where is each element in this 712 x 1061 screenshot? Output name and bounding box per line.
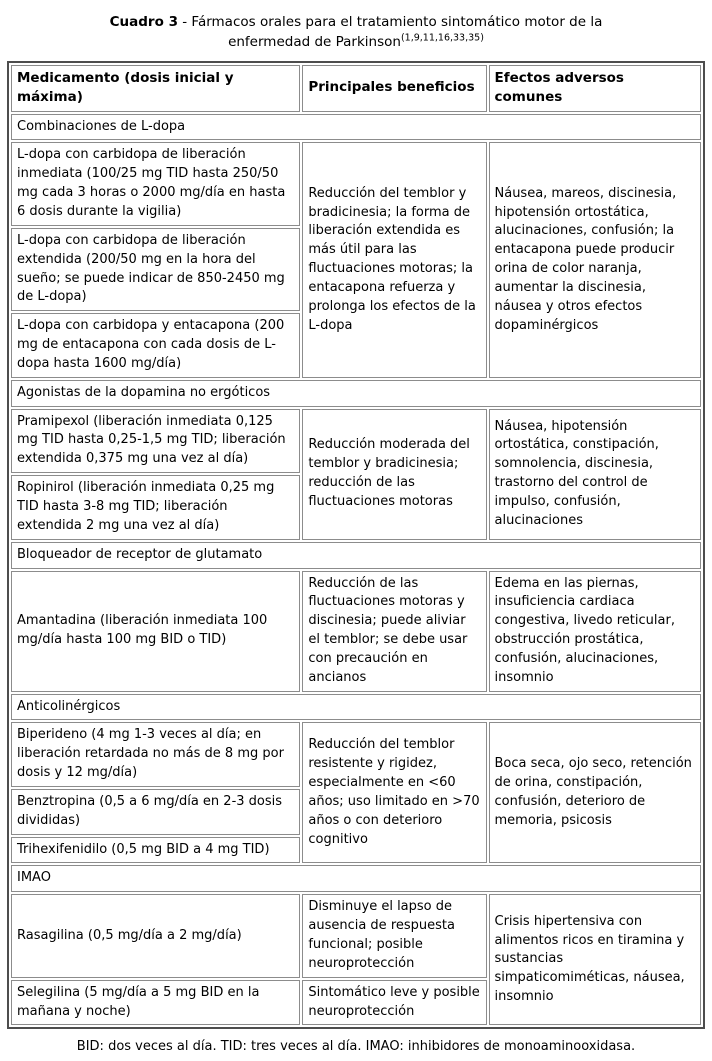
drug-cell: Benztropina (0,5 a 6 mg/día en 2-3 dosis divididas) (11, 789, 300, 835)
section-row (11, 694, 701, 721)
header-row (11, 65, 701, 112)
drug-table (7, 61, 705, 1030)
citation-superscript: (1,9,11,16,33,35) (400, 32, 484, 44)
drug-cell: Biperideno (4 mg 1-3 veces al día; en liberación retardada no más de 8 mg por dosis y 12 mg/día) (11, 722, 300, 787)
table-row (11, 722, 701, 787)
benefits-cell: Reducción del temblor y bradicinesia; la forma de liberación extendida es más útil para las fluctuaciones motoras; la entacapona refuerza y prolonga los efectos de la L-dopa (302, 142, 486, 377)
table-number: Cuadro 3 (109, 14, 178, 30)
benefits-cell: Sintomático leve y posible neuroprotección (302, 980, 486, 1026)
table-row (11, 142, 701, 225)
adverse-cell: Náusea, hipotensión ortostática, constipación, somnolencia, discinesia, trastorno del control de impulso, confusión, alucinaciones (489, 409, 702, 540)
section-row (11, 114, 701, 141)
drug-cell: Rasagilina (0,5 mg/día a 2 mg/día) (11, 894, 300, 977)
drug-cell: L-dopa con carbidopa de liberación inmediata (100/25 mg TID hasta 250/50 mg cada 3 horas o 2000 mg/día en hasta 6 dosis durante la vigilia) (11, 142, 300, 225)
section-row (11, 865, 701, 892)
section-header-anticolinergicos: Anticolinérgicos (11, 694, 701, 721)
benefits-cell: Reducción de las fluctuaciones motoras y discinesia; puede aliviar el temblor; se debe usar con precaución en ancianos (302, 571, 486, 692)
column-header-medicamento: Medicamento (dosis inicial y máxima) (11, 65, 300, 112)
section-header-imao: IMAO (11, 865, 701, 892)
adverse-cell: Crisis hipertensiva con alimentos ricos en tiramina y sustancias simpaticomiméticas, náusea, insomnio (489, 894, 702, 1025)
table-row (11, 409, 701, 474)
drug-cell: L-dopa con carbidopa y entacapona (200 mg de entacapona con cada dosis de L-dopa hasta 1600 mg/día) (11, 313, 300, 378)
drug-cell: Amantadina (liberación inmediata 100 mg/día hasta 100 mg BID o TID) (11, 571, 300, 692)
benefits-cell: Reducción moderada del temblor y bradicinesia; reducción de las fluctuaciones motoras (302, 409, 486, 540)
abbreviations-footnote: BID: dos veces al día. TID: tres veces al día. IMAO: inhibidores de monoaminooxidasa. (76, 1039, 636, 1055)
adverse-cell: Boca seca, ojo seco, retención de orina, constipación, confusión, deterioro de memoria, psicosis (489, 722, 702, 863)
table-row (11, 894, 701, 977)
benefits-cell: Disminuye el lapso de ausencia de respuesta funcional; posible neuroprotección (302, 894, 486, 977)
benefits-cell: Reducción del temblor resistente y rigidez, especialmente en <60 años; uso limitado en >70 años o con deterioro cognitivo (302, 722, 486, 863)
section-header-glutamato: Bloqueador de receptor de glutamato (11, 542, 701, 569)
adverse-cell: Náusea, mareos, discinesia, hipotensión ortostática, alucinaciones, confusión; la entacapona puede producir orina de color naranja, aumentar la discinesia, náusea y otros efectos dopaminérgicos (489, 142, 702, 377)
section-header-agonistas: Agonistas de la dopamina no ergóticos (11, 380, 701, 407)
column-header-beneficios: Principales beneficios (302, 65, 486, 112)
table-title (74, 12, 639, 53)
section-row (11, 542, 701, 569)
section-row (11, 380, 701, 407)
table-row (11, 571, 701, 692)
drug-cell: L-dopa con carbidopa de liberación extendida (200/50 mg en la hora del sueño; se puede indicar de 850-2450 mg de L-dopa) (11, 228, 300, 311)
adverse-cell: Edema en las piernas, insuficiencia cardiaca congestiva, livedo reticular, obstrucción prostática, confusión, alucinaciones, insomnio (489, 571, 702, 692)
drug-cell: Trihexifenidilo (0,5 mg BID a 4 mg TID) (11, 837, 300, 864)
table-title-text: - Fármacos orales para el tratamiento sintomático motor de la enfermedad de Parkinson (177, 14, 603, 51)
drug-cell: Pramipexol (liberación inmediata 0,125 mg TID hasta 0,25-1,5 mg TID; liberación extendida 0,375 mg una vez al día) (11, 409, 300, 474)
drug-cell: Ropinirol (liberación inmediata 0,25 mg TID hasta 3-8 mg TID; liberación extendida 2 mg una vez al día) (11, 475, 300, 540)
drug-cell: Selegilina (5 mg/día a 5 mg BID en la mañana y noche) (11, 980, 300, 1026)
column-header-efectos: Efectos adversos comunes (489, 65, 702, 112)
section-header-ldopa: Combinaciones de L-dopa (11, 114, 701, 141)
